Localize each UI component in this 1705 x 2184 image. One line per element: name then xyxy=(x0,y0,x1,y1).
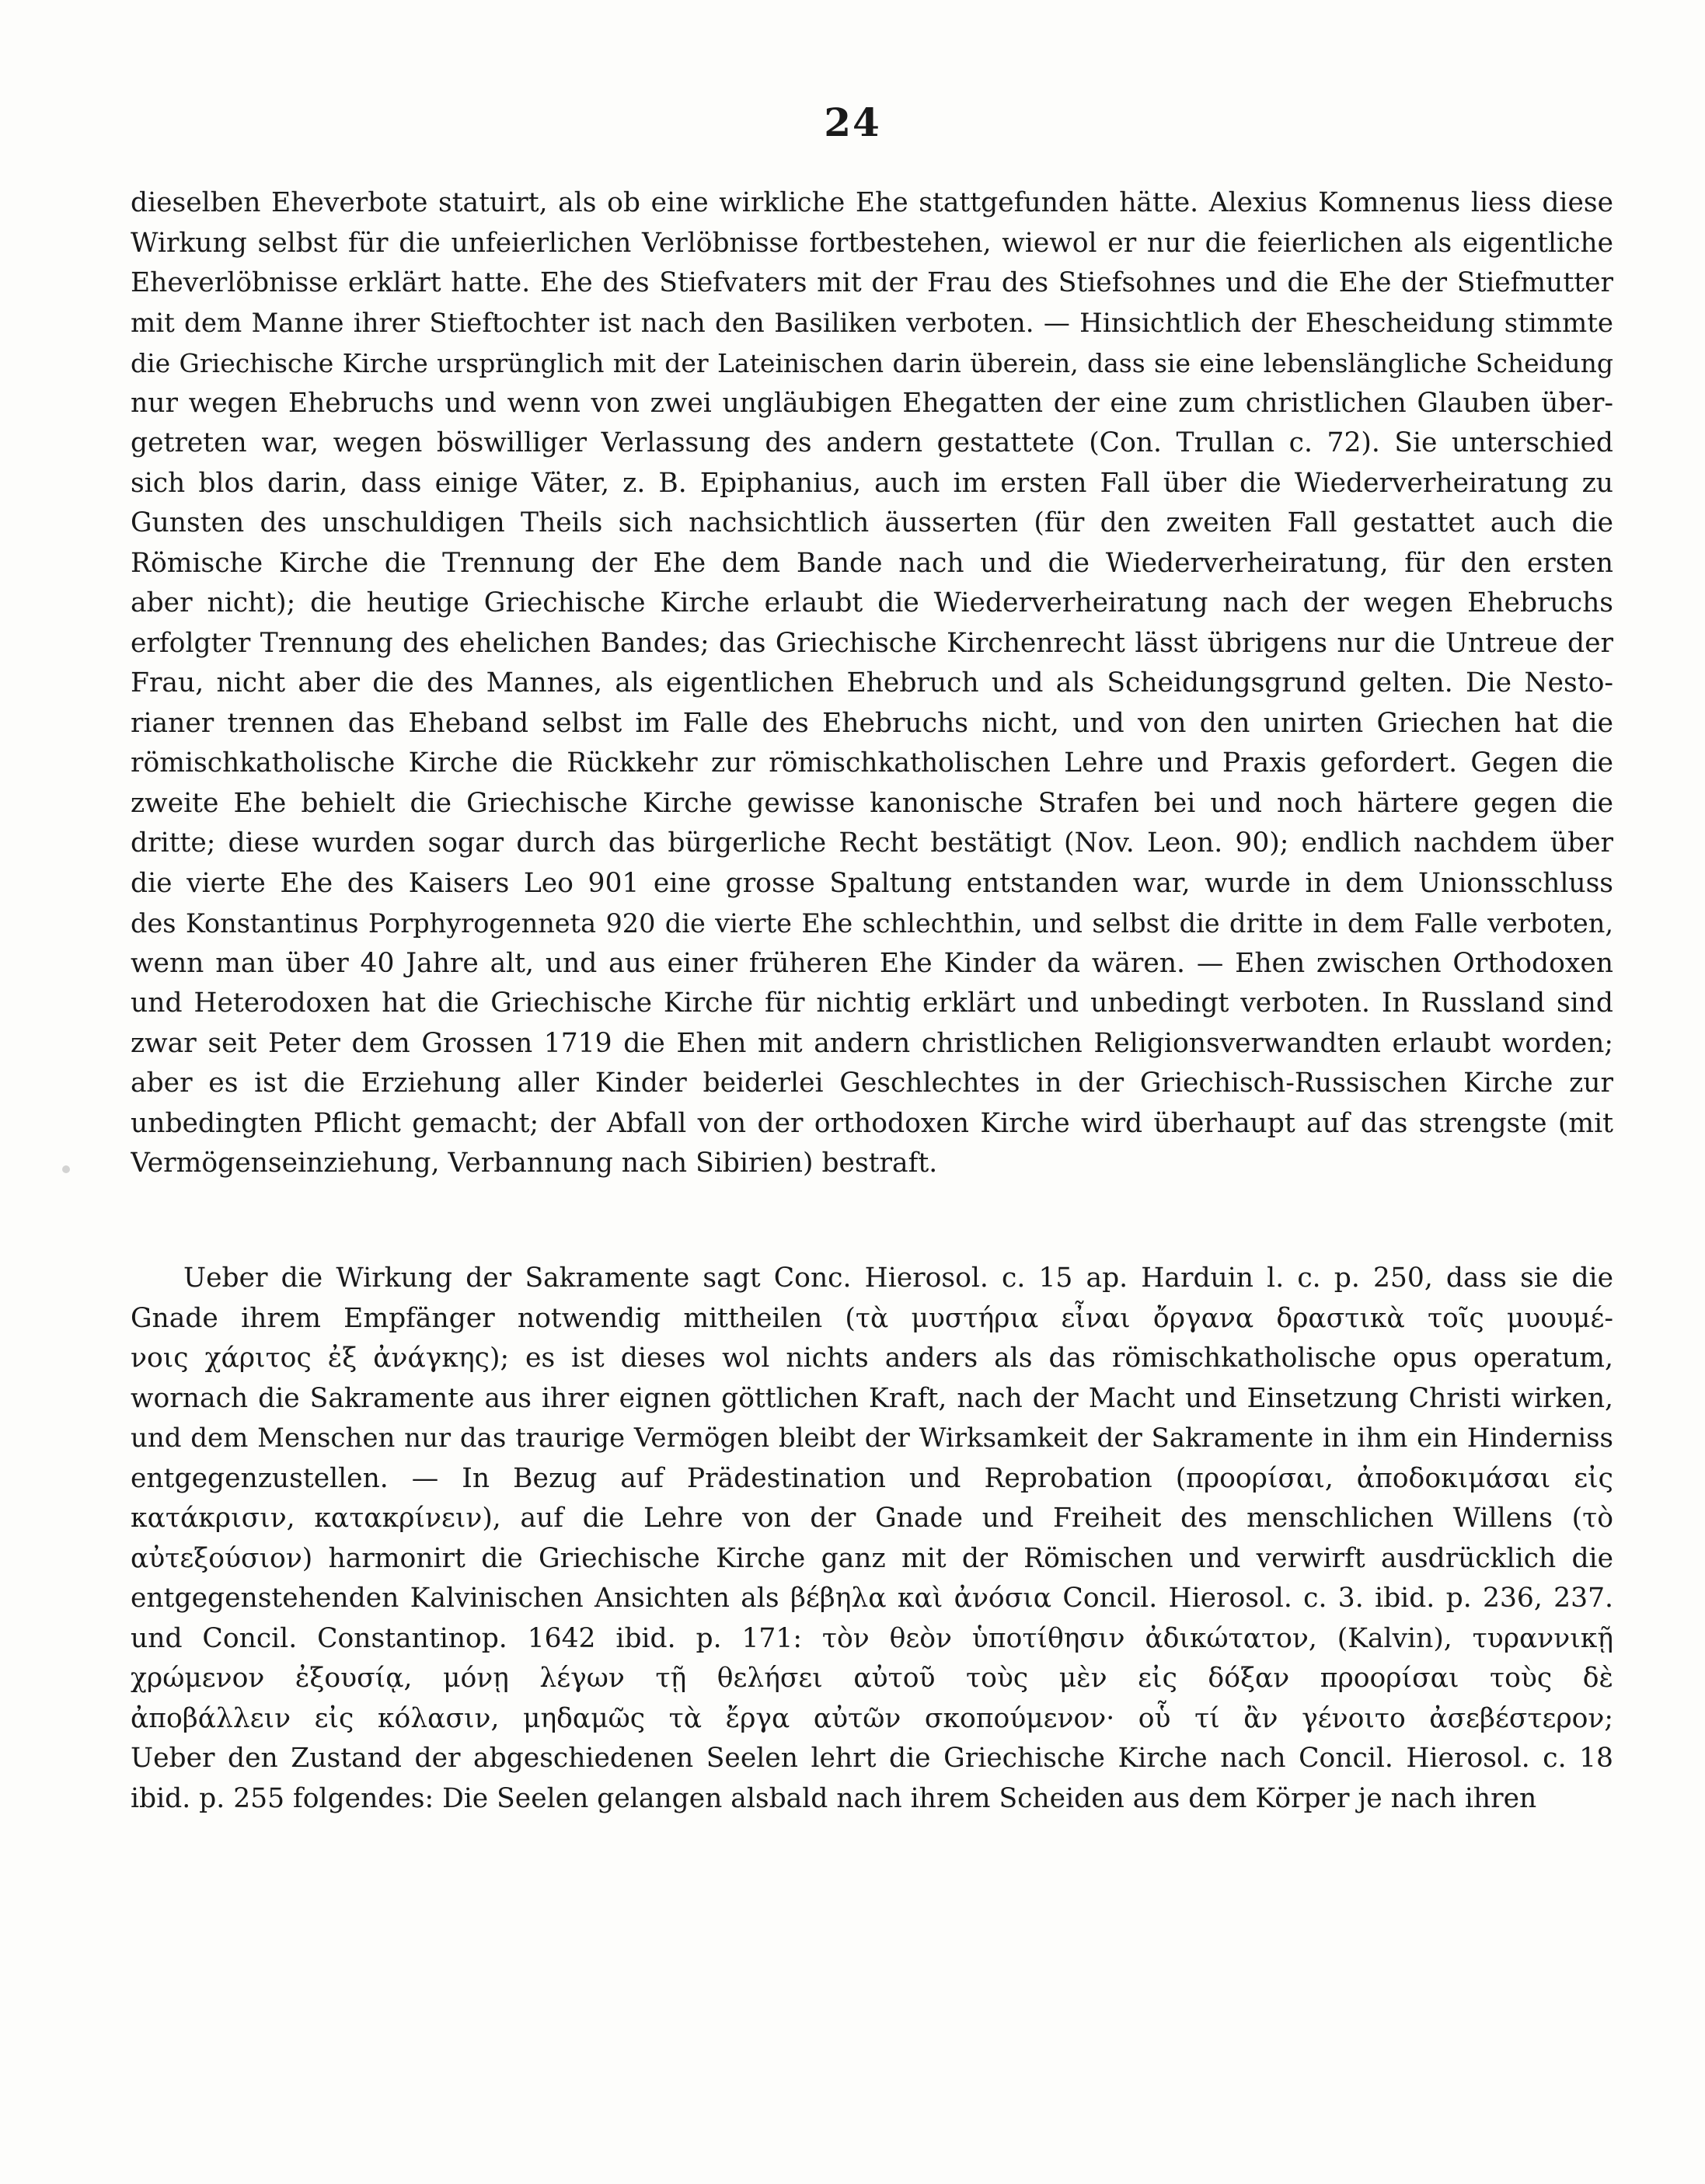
text-line: getreten war, wegen böswilliger Verlassung des andern gestattete (Con. Trullan c. 72). Sie unterschied xyxy=(131,427,1613,458)
text-line: wenn man über 40 Jahre alt, und aus einer früheren Ehe Kinder da wären. — Ehen zwischen Orthodoxen xyxy=(131,947,1613,979)
text-line: nur wegen Ehebruchs und wenn von zwei ungläubigen Ehegatten der eine zum christlichen Glauben über- xyxy=(131,387,1613,419)
text-line: zweite Ehe behielt die Griechische Kirche gewisse kanonische Strafen bei und noch härtere gegen die xyxy=(131,787,1613,819)
text-line: mit dem Manne ihrer Stieftochter ist nach den Basiliken verboten. — Hinsichtlich der Ehescheidung stimmte xyxy=(131,307,1613,339)
text-line: und dem Menschen nur das traurige Vermögen bleibt der Wirksamkeit der Sakramente in ihm ein Hinderniss xyxy=(131,1423,1613,1454)
text-line: Gunsten des unschuldigen Theils sich nachsichtlich äusserten (für den zweiten Fall gestattet auch die xyxy=(131,507,1613,538)
text-line: Ueber die Wirkung der Sakramente sagt Conc. Hierosol. c. 15 ap. Harduin l. c. p. 250, dass sie die xyxy=(183,1263,1613,1294)
text-line: und Heterodoxen hat die Griechische Kirche für nichtig erklärt und unbedingt verboten. In Russland sind xyxy=(131,988,1613,1019)
text-line: die Griechische Kirche ursprünglich mit der Lateinischen darin überein, dass sie eine lebenslängliche Scheidung xyxy=(131,348,1613,378)
text-line: κατάκρισιν, κατακρίνειν), auf die Lehre von der Gnade und Freiheit des menschlichen Willens (τὸ xyxy=(131,1503,1613,1534)
text-line: Frau, nicht aber die des Mannes, als eigentlichen Ehebruch und als Scheidungsgrund gelten. Die Nesto- xyxy=(131,667,1613,698)
text-line: wornach die Sakramente aus ihrer eignen göttlichen Kraft, nach der Macht und Einsetzung Christi wirken, xyxy=(131,1382,1613,1414)
text-line: aber es ist die Erziehung aller Kinder beiderlei Geschlechtes in der Griechisch-Russischen Kirche zur xyxy=(131,1068,1613,1099)
text-line: νοις χάριτος ἐξ ἀνάγκης); es ist dieses wol nichts anders als das römischkatholische opus operatum, xyxy=(131,1343,1613,1374)
text-line: Römische Kirche die Trennung der Ehe dem Bande nach und die Wiederverheiratung, für den ersten xyxy=(131,547,1613,579)
paragraph-marriage-law xyxy=(131,183,1613,1184)
text-line: rianer trennen das Eheband selbst im Falle des Ehebruchs nicht, und von den unirten Griechen hat die xyxy=(131,707,1613,739)
text-line: αὐτεξούσιον) harmonirt die Griechische Kirche ganz mit der Römischen und verwirft ausdrücklich die xyxy=(131,1542,1613,1574)
text-line: Ueber den Zustand der abgeschiedenen Seelen lehrt die Griechische Kirche nach Concil. Hierosol. c. 18 xyxy=(131,1743,1613,1774)
text-line: Eheverlöbnisse erklärt hatte. Ehe des Stiefvaters mit der Frau des Stiefsohnes und die Ehe der Stiefmutter xyxy=(131,267,1613,298)
page-number: 24 xyxy=(824,99,881,145)
paragraph-sacraments xyxy=(131,1259,1613,1819)
text-line: unbedingten Pflicht gemacht; der Abfall von der orthodoxen Kirche wird überhaupt auf das strengste (mit xyxy=(131,1107,1613,1139)
text-line: Vermögenseinziehung, Verbannung nach Sibirien) bestraft. xyxy=(131,1148,938,1179)
text-line: dritte; diese wurden sogar durch das bürgerliche Recht bestätigt (Nov. Leon. 90); endlich nachdem über xyxy=(131,827,1613,859)
text-line: zwar seit Peter dem Grossen 1719 die Ehen mit andern christlichen Religionsverwandten erlaubt worden; xyxy=(131,1027,1613,1059)
ink-smudge xyxy=(62,1165,70,1173)
text-line: Gnade ihrem Empfänger notwendig mittheilen (τὰ μυστήρια εἶναι ὄργανα δραστικὰ τοῖς μυουμέ- xyxy=(131,1302,1613,1334)
text-line: χρώμενον ἐξουσίᾳ, μόνῃ λέγων τῇ θελήσει αὐτοῦ τοὺς μὲν εἰς δόξαν προορίσαι τοὺς δὲ xyxy=(131,1663,1613,1694)
text-line: erfolgter Trennung des ehelichen Bandes; das Griechische Kirchenrecht lässt übrigens nur die Untreue der xyxy=(131,627,1613,659)
text-line: die vierte Ehe des Kaisers Leo 901 eine grosse Spaltung entstanden war, wurde in dem Unionsschluss xyxy=(131,867,1613,899)
text-line: des Konstantinus Porphyrogenneta 920 die vierte Ehe schlechthin, und selbst die dritte in dem Falle verboten, xyxy=(131,908,1613,939)
text-line: entgegenstehenden Kalvinischen Ansichten als βέβηλα καὶ ἀνόσια Concil. Hierosol. c. 3. ibid. p. 236, 237. xyxy=(131,1583,1613,1614)
text-line: sich blos darin, dass einige Väter, z. B. Epiphanius, auch im ersten Fall über die Wiederverheiratung zu xyxy=(131,467,1613,499)
text-line: und Concil. Constantinop. 1642 ibid. p. 171: τὸν θεὸν ὑποτίθησιν ἀδικώτατον, (Kalvin), τυραννικῇ xyxy=(131,1622,1613,1654)
text-line: ibid. p. 255 folgendes: Die Seelen gelangen alsbald nach ihrem Scheiden aus dem Körper je nach ihren xyxy=(131,1782,1537,1814)
text-line: aber nicht); die heutige Griechische Kirche erlaubt die Wiederverheiratung nach der wegen Ehebruchs xyxy=(131,587,1613,618)
text-line: dieselben Eheverbote statuirt, als ob eine wirkliche Ehe stattgefunden hätte. Alexius Komnenus liess diese xyxy=(131,187,1613,218)
text-line: entgegenzustellen. — In Bezug auf Prädestination und Reprobation (προορίσαι, ἀποδοκιμάσαι εἰς xyxy=(131,1462,1613,1494)
text-line: römischkatholische Kirche die Rückkehr zur römischkatholischen Lehre und Praxis gefordert. Gegen die xyxy=(131,747,1613,779)
text-line: ἀποβάλλειν εἰς κόλασιν, μηδαμῶς τὰ ἔργα αὐτῶν σκοπούμενον· οὗ τί ἂν γένοιτο ἀσεβέστερον; xyxy=(131,1702,1613,1734)
text-line: Wirkung selbst für die unfeierlichen Verlöbnisse fortbestehen, wiewol er nur die feierlichen als eigentliche xyxy=(131,227,1613,259)
